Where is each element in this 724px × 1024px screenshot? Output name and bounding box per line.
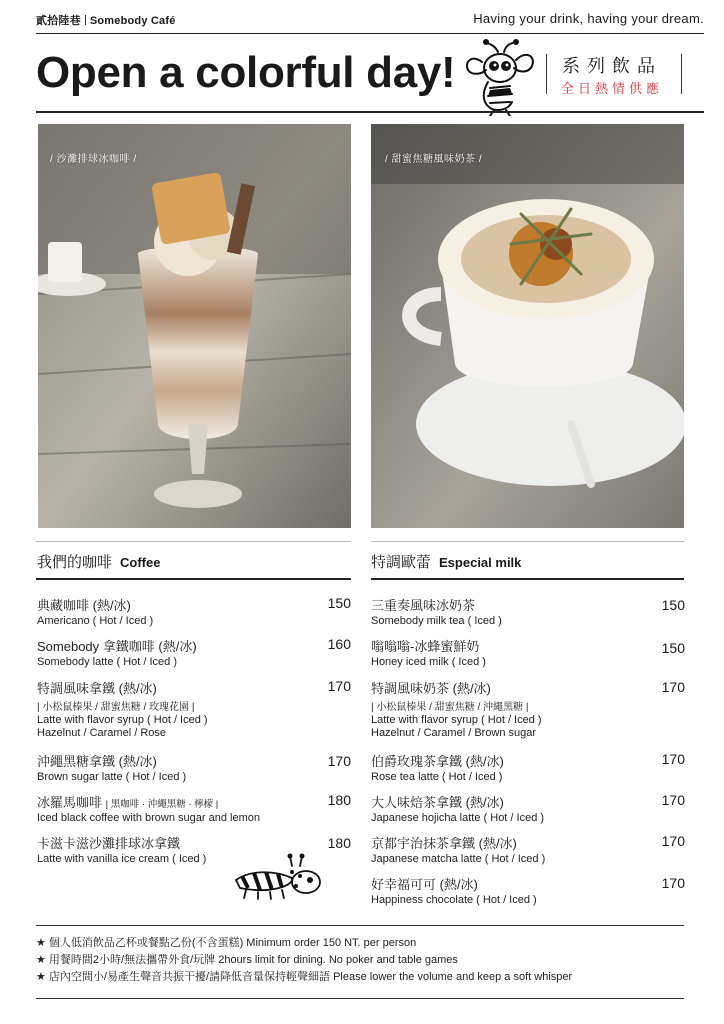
item-name-en: Latte with vanilla ice cream ( Iced )	[37, 853, 207, 865]
menu-item-hojicha-latte	[371, 792, 685, 824]
header-rule	[36, 111, 704, 113]
item-flavors-zh: | 小松鼠榛果 / 甜蜜焦糖 / 沖繩黑糖 |	[371, 702, 529, 713]
item-price: 170	[327, 753, 351, 769]
item-name-zh: 三重奏風味冰奶茶	[371, 598, 476, 613]
item-price: 180	[327, 792, 351, 808]
caterpillar-mascot-icon	[230, 852, 325, 900]
bee-mascot-icon	[460, 38, 540, 116]
item-name-zh: 特調風味奶茶 (熱/冰)	[371, 681, 491, 696]
item-flavors-zh: | 小松鼠榛果 / 甜蜜焦糖 / 玫瑰花園 |	[37, 702, 195, 713]
coffee-section-top-rule	[36, 541, 351, 542]
item-price: 170	[661, 751, 685, 767]
item-name-zh: 冰羅馬咖啡	[37, 795, 103, 810]
item-name-zh: 卡滋卡滋沙灘排球冰拿鐵	[37, 836, 181, 851]
item-price: 170	[327, 678, 351, 694]
menu-item-somebody-latte	[37, 636, 351, 668]
item-name-en: Rose tea latte ( Hot / Iced )	[371, 771, 503, 783]
item-name-zh: 京都宇治抹茶拿鐵 (熱/冰)	[371, 836, 517, 851]
item-name-zh: 沖繩黑糖拿鐵 (熱/冰)	[37, 754, 157, 769]
item-flavors-en: Hazelnut / Caramel / Rose	[37, 727, 166, 739]
menu-item-matcha-latte	[371, 833, 685, 865]
item-name-en: Japanese matcha latte ( Hot / Iced )	[371, 853, 546, 865]
footer-note-time-limit: ★ 用餐時間2小時/無法攜帶外食/玩牌 2hours limit for dining. No poker and table games	[36, 954, 458, 966]
menu-item-flavor-latte	[37, 678, 351, 739]
item-name-en: Somebody latte ( Hot / Iced )	[37, 656, 178, 668]
brand-en: Somebody Café	[89, 15, 176, 27]
footer-note-volume: ★ 店內空間小/易產生聲音共振干擾/請降低音量保持輕聲細語 Please lower the volume and keep a soft whisper	[36, 971, 573, 983]
item-price: 170	[661, 833, 685, 849]
brand	[36, 12, 176, 28]
coffee-title-en: Coffee	[120, 555, 161, 570]
item-name-en: Brown sugar latte ( Hot / Iced )	[37, 771, 187, 783]
milk-section-rule	[371, 578, 684, 580]
series-title: 系列飲品	[562, 56, 662, 76]
menu-item-rose-tea-latte	[371, 751, 685, 783]
item-name-zh: 典藏咖啡 (熱/冰)	[37, 598, 131, 613]
menu-item-americano	[37, 595, 351, 627]
milk-tea-illustration	[371, 124, 684, 528]
milk-section-top-rule	[371, 541, 684, 542]
item-name-en: Japanese hojicha latte ( Hot / Iced )	[371, 812, 545, 824]
item-name-zh: 特調風味拿鐵 (熱/冰)	[37, 681, 157, 696]
brand-divider	[85, 15, 86, 25]
item-name-en: Latte with flavor syrup ( Hot / Iced )	[37, 714, 208, 726]
milk-title-zh: 特調歐蕾	[371, 554, 432, 571]
coffee-section-rule	[36, 578, 351, 580]
menu-item-brown-sugar-latte	[37, 751, 351, 783]
iced-coffee-illustration	[38, 124, 351, 528]
footer-top-rule	[36, 925, 684, 926]
item-price: 150	[661, 640, 685, 656]
photo-caramel-milk-tea	[371, 124, 684, 528]
item-name-zh: 嗡嗡嗡-冰蜂蜜鮮奶	[371, 639, 480, 654]
item-price: 170	[661, 875, 685, 891]
item-price: 150	[661, 597, 685, 613]
menu-item-happiness-chocolate	[371, 874, 685, 906]
item-name-zh: 大人味焙茶拿鐵 (熱/冰)	[371, 795, 504, 810]
item-price: 150	[327, 595, 351, 611]
item-name-zh: 伯爵玫瑰茶拿鐵 (熱/冰)	[371, 754, 504, 769]
menu-item-flavor-milk-tea	[371, 678, 685, 739]
coffee-section-title	[37, 551, 160, 572]
item-name-en: Americano ( Hot / Iced )	[37, 615, 154, 627]
item-price: 180	[327, 835, 351, 851]
page-headline: Open a colorful day!	[36, 48, 456, 97]
menu-item-honey-iced-milk	[371, 636, 685, 668]
item-name-en: Happiness chocolate ( Hot / Iced )	[371, 894, 537, 906]
milk-section-title	[371, 551, 521, 572]
item-price: 160	[327, 636, 351, 652]
series-banner	[540, 52, 684, 98]
series-subtitle: 全日熱情供應	[560, 81, 663, 96]
tagline: Having your drink, having your dream.	[473, 11, 704, 26]
item-name-zh: 好幸福可可 (熱/冰)	[371, 877, 478, 892]
footer-note-minimum-order: ★ 個人低消飲品乙杯或餐點乙份(不含蛋糕) Minimum order 150 NT. per person	[36, 937, 417, 949]
coffee-title-zh: 我們的咖啡	[37, 554, 113, 571]
photo-label-left: / 沙灘排球冰咖啡 /	[50, 154, 137, 165]
item-flavors-en: Hazelnut / Caramel / Brown sugar	[371, 727, 537, 739]
item-price: 170	[661, 792, 685, 808]
item-name-en: Iced black coffee with brown sugar and lemon	[37, 812, 260, 824]
item-name-en: Honey iced milk ( Iced )	[371, 656, 486, 668]
item-name-zh: Somebody 拿鐵咖啡 (熱/冰)	[37, 639, 197, 654]
item-ingredients-zh: | 黑咖啡 · 沖繩黑糖 · 檸檬 |	[105, 799, 219, 810]
menu-item-somebody-milk-tea	[371, 595, 685, 627]
footer-bottom-rule	[36, 998, 684, 999]
item-price: 170	[661, 679, 685, 695]
brand-zh: 貳拾陸巷	[36, 15, 81, 27]
item-name-en: Latte with flavor syrup ( Hot / Iced )	[371, 714, 542, 726]
photo-label-right: / 甜蜜焦糖風味奶茶 /	[385, 154, 483, 165]
photo-iced-coffee	[38, 124, 351, 528]
top-rule	[36, 33, 704, 34]
milk-title-en: Especial milk	[439, 555, 522, 570]
item-name-en: Somebody milk tea ( Iced )	[371, 615, 502, 627]
menu-item-iced-roman-coffee	[37, 792, 351, 824]
